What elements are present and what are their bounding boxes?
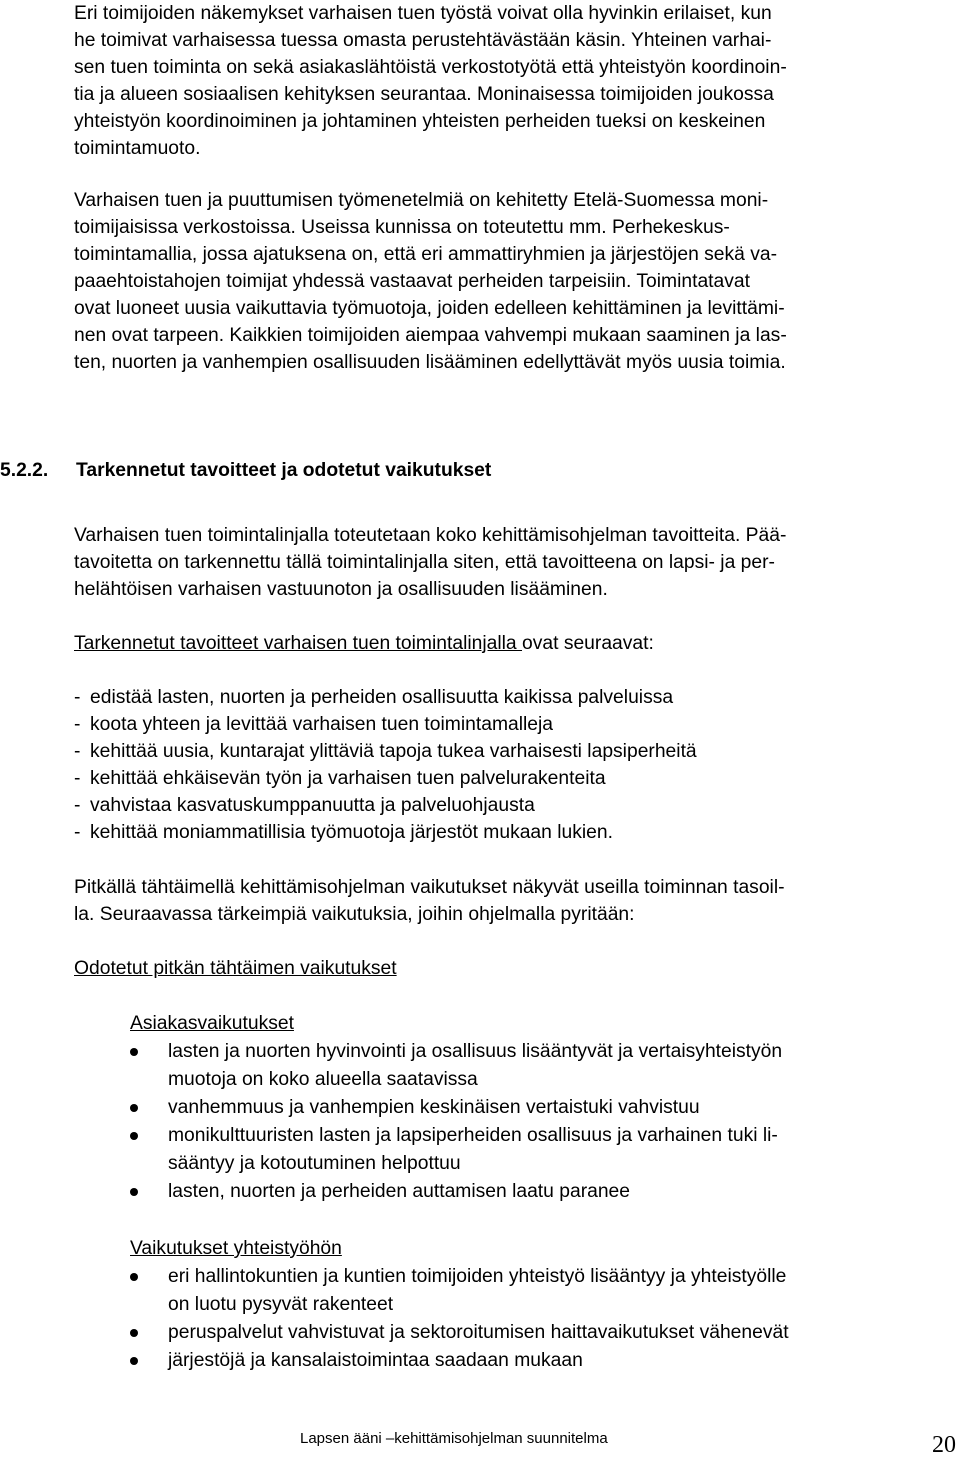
paragraph-methods xyxy=(74,187,787,376)
client-effect-item-text: lasten, nuorten ja perheiden auttamisen laatu paranee xyxy=(168,1181,631,1202)
coop-effect-item xyxy=(130,1347,789,1375)
bullet-icon xyxy=(130,1104,138,1112)
intro-line: tia ja alueen sosiaalisen kehityksen seurantaa. Moninaisessa toimijoiden joukossa xyxy=(74,84,774,105)
methods-line: ten, nuorten ja vanhempien osallisuuden lisääminen edellyttävät myös uusia toimia. xyxy=(74,352,786,373)
goal-text: kehittää uusia, kuntarajat ylittäviä tapoja tukea varhaisesti lapsiperheitä xyxy=(90,741,697,762)
section-title: Tarkennetut tavoitteet ja odotetut vaikutukset xyxy=(76,460,492,481)
coop-effect-item-text: järjestöjä ja kansalaistoimintaa saadaan mukaan xyxy=(168,1350,583,1371)
goal-item xyxy=(74,711,697,738)
paragraph-goals-summary xyxy=(74,522,786,603)
coop-effects-list xyxy=(130,1263,789,1375)
goal-item xyxy=(74,765,697,792)
client-effect-item-text: vanhemmuus ja vanhempien keskinäisen vertaistuki vahvistuu xyxy=(168,1097,700,1118)
goals-intro-underlined: Tarkennetut tavoitteet varhaisen tuen toimintalinjalla xyxy=(74,633,523,654)
client-effect-item-text: monikulttuuristen lasten ja lapsiperheiden osallisuus ja varhainen tuki li- xyxy=(168,1125,778,1146)
intro-line: Eri toimijoiden näkemykset varhaisen tuen työstä voivat olla hyvinkin erilaiset, kun xyxy=(74,3,772,24)
intro-line: toimintamuoto. xyxy=(74,138,201,159)
intro-line: yhteistyön koordinoiminen ja johtaminen yhteisten perheiden tueksi on keskeinen xyxy=(74,111,766,132)
methods-line: toimijaisissa verkostoissa. Useissa kunnissa on toteutettu mm. Perhekeskus- xyxy=(74,217,730,238)
goals-intro xyxy=(74,630,654,657)
goal-item xyxy=(74,792,697,819)
coop-effect-item xyxy=(130,1263,789,1319)
client-effects-list xyxy=(130,1038,782,1206)
coop-effect-item-text: peruspalvelut vahvistuvat ja sektoroitumisen haittavaikutukset vähenevät xyxy=(168,1322,789,1343)
dash-marker: - xyxy=(74,687,81,708)
bullet-icon xyxy=(130,1132,138,1140)
goal-text: edistää lasten, nuorten ja perheiden osallisuutta kaikissa palveluissa xyxy=(90,687,674,708)
client-effects-heading: Asiakasvaikutukset xyxy=(130,1013,294,1034)
goal-item xyxy=(74,819,697,846)
dash-marker: - xyxy=(74,822,81,843)
coop-effects-heading: Vaikutukset yhteistyöhön xyxy=(130,1238,342,1259)
bullet-icon xyxy=(130,1188,138,1196)
bullet-icon xyxy=(130,1048,138,1056)
section-heading xyxy=(0,457,492,484)
bullet-icon xyxy=(130,1273,138,1281)
goals-intro-rest: ovat seuraavat: xyxy=(522,633,654,654)
client-effect-item xyxy=(130,1122,782,1178)
client-effect-item xyxy=(130,1094,782,1122)
goal-text: kehittää moniammatillisia työmuotoja järjestöt mukaan lukien. xyxy=(90,822,613,843)
goals-summary-line: helähtöisen varhaisen vastuunoton ja osallisuuden lisääminen. xyxy=(74,579,608,600)
client-effect-item xyxy=(130,1038,782,1094)
goal-item xyxy=(74,684,697,711)
goal-item xyxy=(74,738,697,765)
dash-marker: - xyxy=(74,768,81,789)
coop-effect-item-text: on luotu pysyvät rakenteet xyxy=(168,1294,394,1315)
client-effect-item xyxy=(130,1178,782,1206)
methods-line: ovat luoneet uusia vaikuttavia työmuotoja, joiden edelleen kehittäminen ja levittämi- xyxy=(74,298,785,319)
long-term-line: la. Seuraavassa tärkeimpiä vaikutuksia, joihin ohjelmalla pyritään: xyxy=(74,904,635,925)
paragraph-intro xyxy=(74,0,787,162)
coop-effect-item-text: eri hallintokuntien ja kuntien toimijoiden yhteistyö lisääntyy ja yhteistyölle xyxy=(168,1266,787,1287)
goal-text: koota yhteen ja levittää varhaisen tuen toimintamalleja xyxy=(90,714,554,735)
page-number: 20 xyxy=(932,1432,956,1458)
coop-effect-item xyxy=(130,1319,789,1347)
long-term-heading: Odotetut pitkän tähtäimen vaikutukset xyxy=(74,958,397,979)
intro-line: sen tuen toiminta on sekä asiakaslähtöistä verkostotyötä että yhteistyön koordinoin- xyxy=(74,57,787,78)
methods-line: Varhaisen tuen ja puuttumisen työmenetelmiä on kehitetty Etelä-Suomessa moni- xyxy=(74,190,769,211)
goals-summary-line: tavoitetta on tarkennettu tällä toimintalinjalla siten, että tavoitteena on lapsi- ja per- xyxy=(74,552,775,573)
client-effect-item-text: lasten ja nuorten hyvinvointi ja osallisuus lisääntyvät ja vertaisyhteistyön xyxy=(168,1041,783,1062)
client-effect-item-text: sääntyy ja kotoutuminen helpottuu xyxy=(168,1153,461,1174)
footer-title: Lapsen ääni –kehittämisohjelman suunnitelma xyxy=(300,1430,608,1447)
methods-line: paaehtoistahojen toimijat yhdessä vastaavat perheiden tarpeisiin. Toimintatavat xyxy=(74,271,750,292)
goal-text: kehittää ehkäisevän työn ja varhaisen tuen palvelurakenteita xyxy=(90,768,606,789)
long-term-line: Pitkällä tähtäimellä kehittämisohjelman vaikutukset näkyvät useilla toiminnan tasoil- xyxy=(74,877,785,898)
bullet-icon xyxy=(130,1329,138,1337)
methods-line: toimintamallia, jossa ajatuksena on, että eri ammattiryhmien ja järjestöjen sekä va- xyxy=(74,244,778,265)
dash-marker: - xyxy=(74,714,81,735)
methods-line: nen ovat tarpeen. Kaikkien toimijoiden aiempaa vahvempi mukaan saaminen ja las- xyxy=(74,325,787,346)
goal-text: vahvistaa kasvatuskumppanuutta ja palveluohjausta xyxy=(90,795,535,816)
intro-line: he toimivat varhaisessa tuessa omasta perustehtävästään käsin. Yhteinen varhai- xyxy=(74,30,772,51)
goals-list xyxy=(74,684,697,846)
client-effect-item-text: muotoja on koko alueella saatavissa xyxy=(168,1069,478,1090)
goals-summary-line: Varhaisen tuen toimintalinjalla toteutetaan koko kehittämisohjelman tavoitteita. Pää- xyxy=(74,525,787,546)
dash-marker: - xyxy=(74,741,81,762)
paragraph-long-term xyxy=(74,874,785,928)
dash-marker: - xyxy=(74,795,81,816)
section-number: 5.2.2. xyxy=(0,460,49,481)
bullet-icon xyxy=(130,1357,138,1365)
